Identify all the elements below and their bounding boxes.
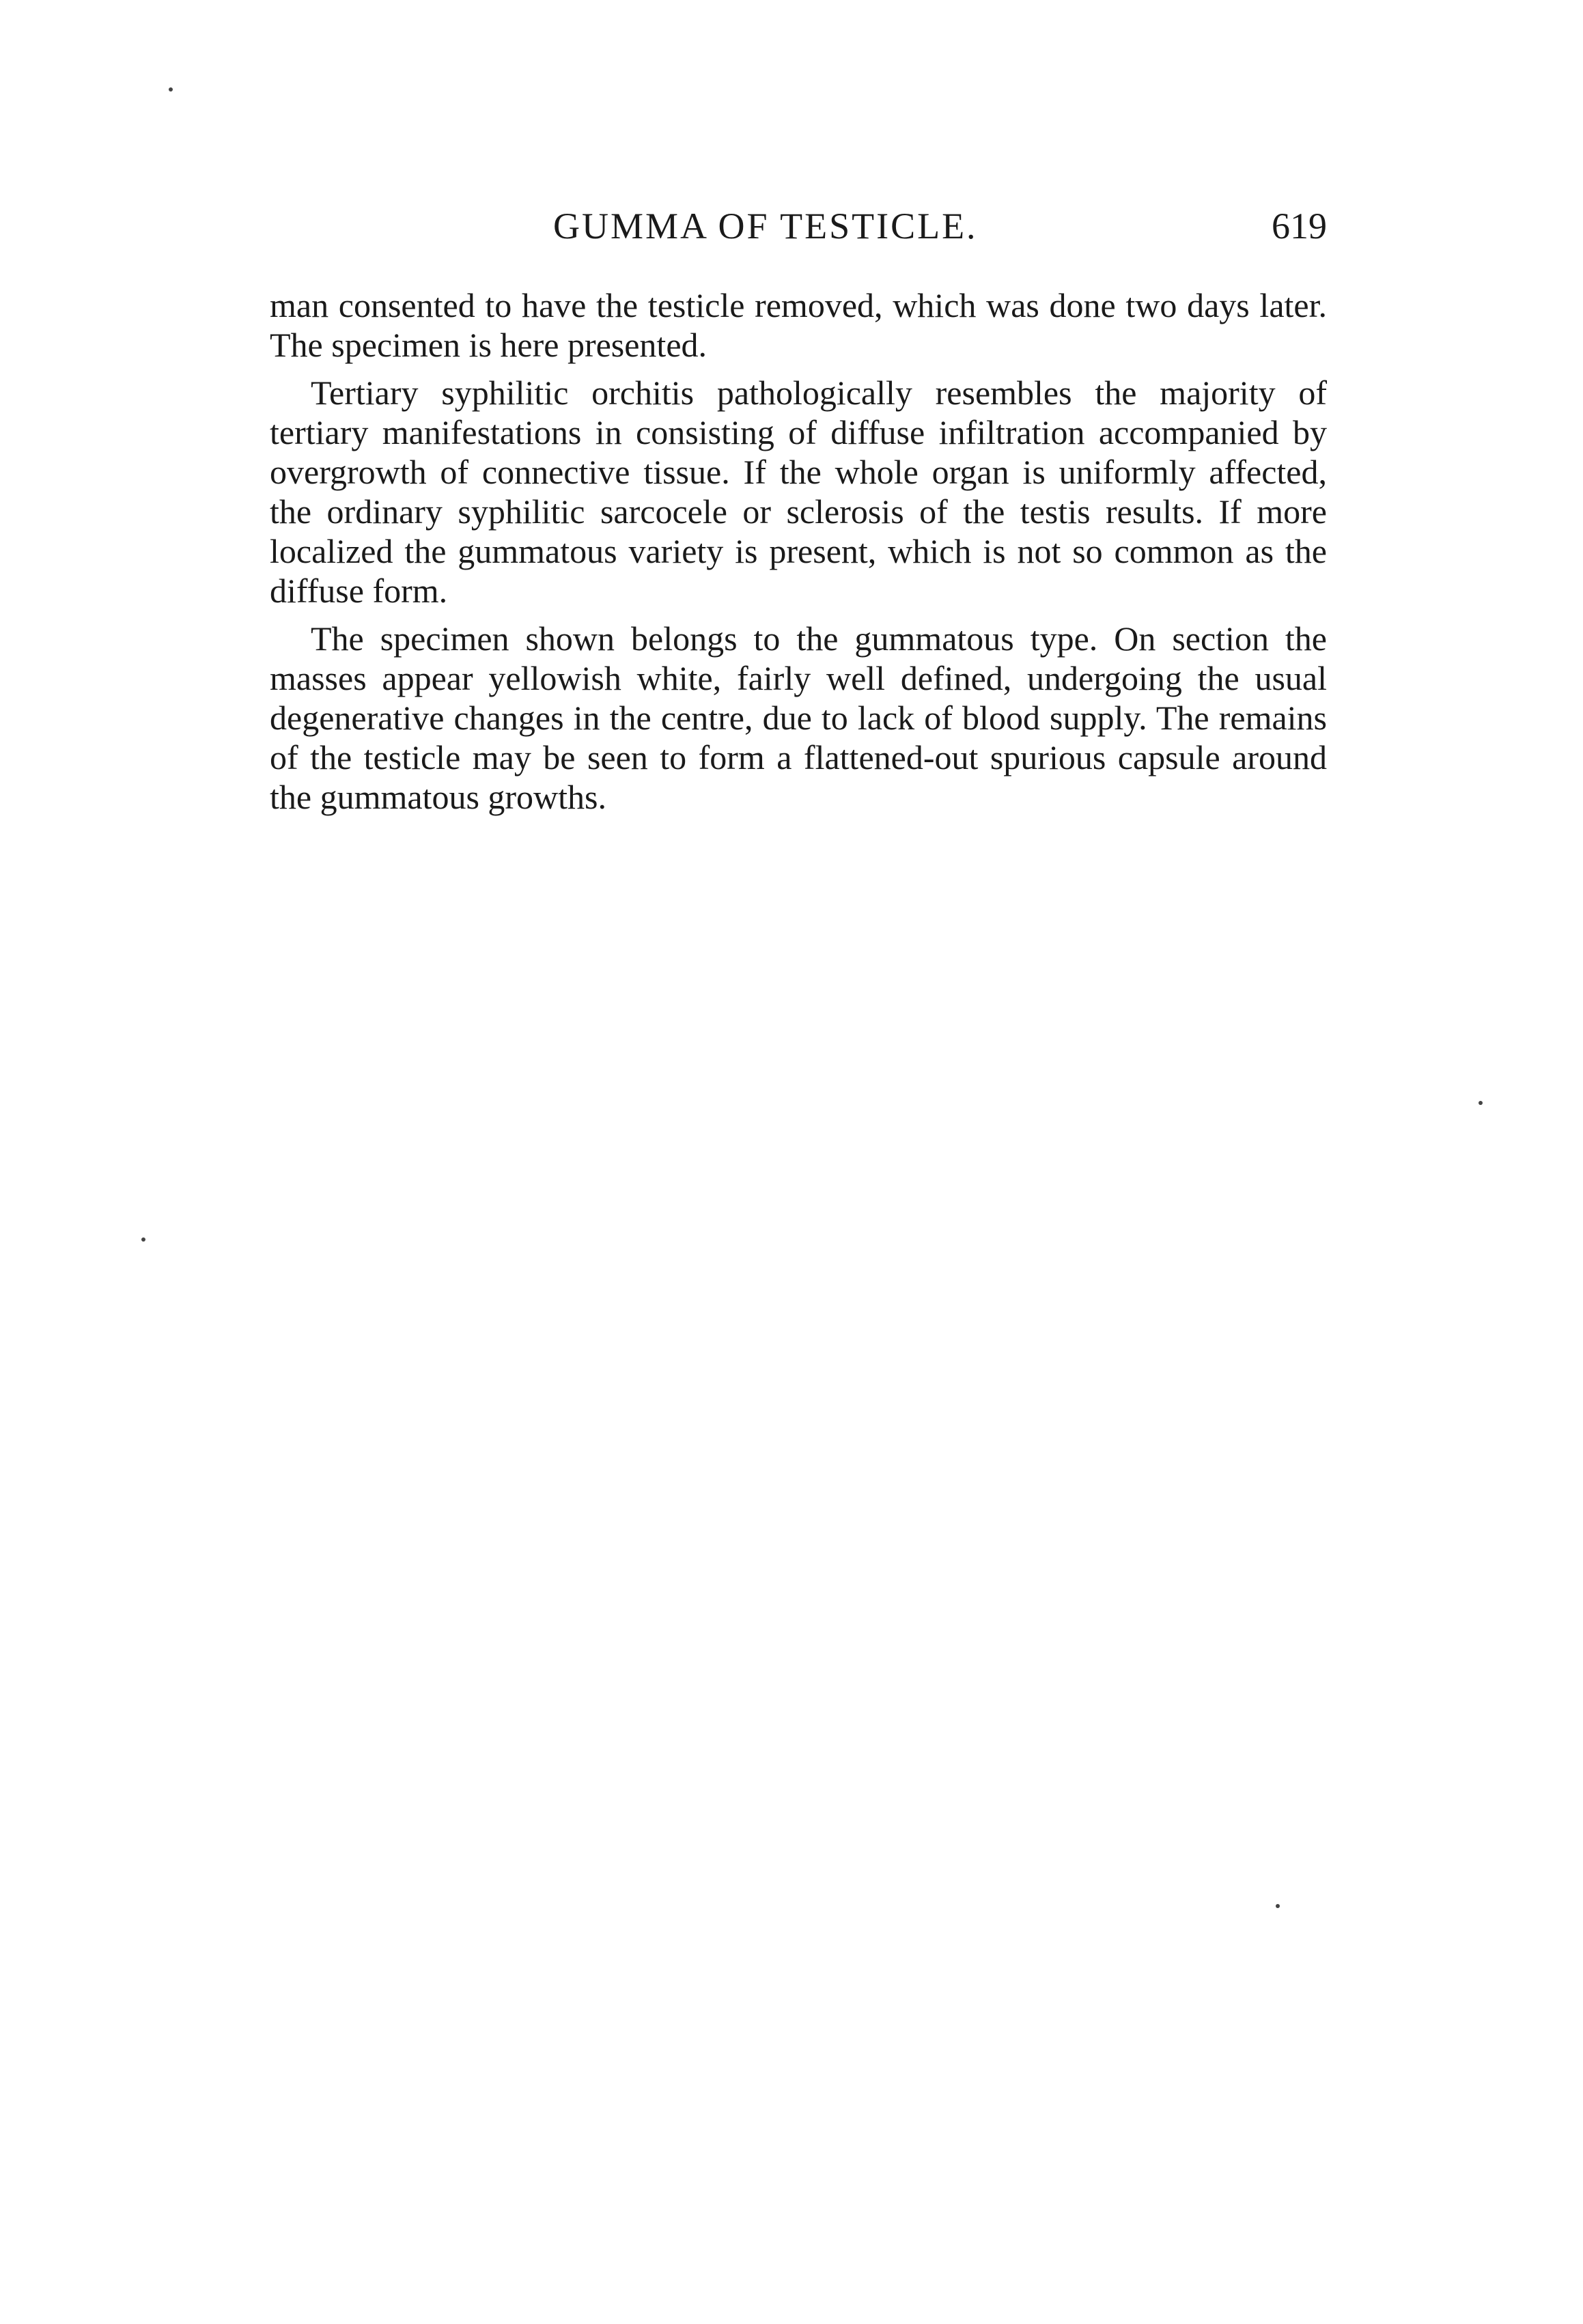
scan-speck bbox=[1479, 1101, 1483, 1105]
scan-speck bbox=[1276, 1904, 1280, 1908]
running-head bbox=[270, 202, 1327, 250]
scan-speck bbox=[169, 87, 173, 92]
paragraph-2: Tertiary syphilitic orchitis pathologically resembles the majority of tertiary manifestations in consisting of diffuse infiltration accompanied by overgrowth of connective tissue. If the whole organ is uniformly affected, the ordinary syphilitic sarcocele or sclerosis of the testis results. If more localized the gummatous variety is present, which is not so common as the diffuse form. bbox=[270, 374, 1327, 610]
paragraph-1: man consented to have the testicle removed, which was done two days later. The specimen is here presented. bbox=[270, 286, 1327, 364]
body-text bbox=[270, 285, 1327, 825]
scan-speck bbox=[141, 1237, 145, 1242]
page-number: 619 bbox=[1272, 206, 1327, 247]
running-title: GUMMA OF TESTICLE. bbox=[553, 206, 978, 247]
paragraph-3: The specimen shown belongs to the gummatous type. On section the masses appear yellowish white, fairly well defined, undergoing the usual degenerative changes in the centre, due to lack of blood supply. The remains of the testicle may be seen to form a flattened-out spurious capsule around the gummatous growths. bbox=[270, 619, 1327, 816]
